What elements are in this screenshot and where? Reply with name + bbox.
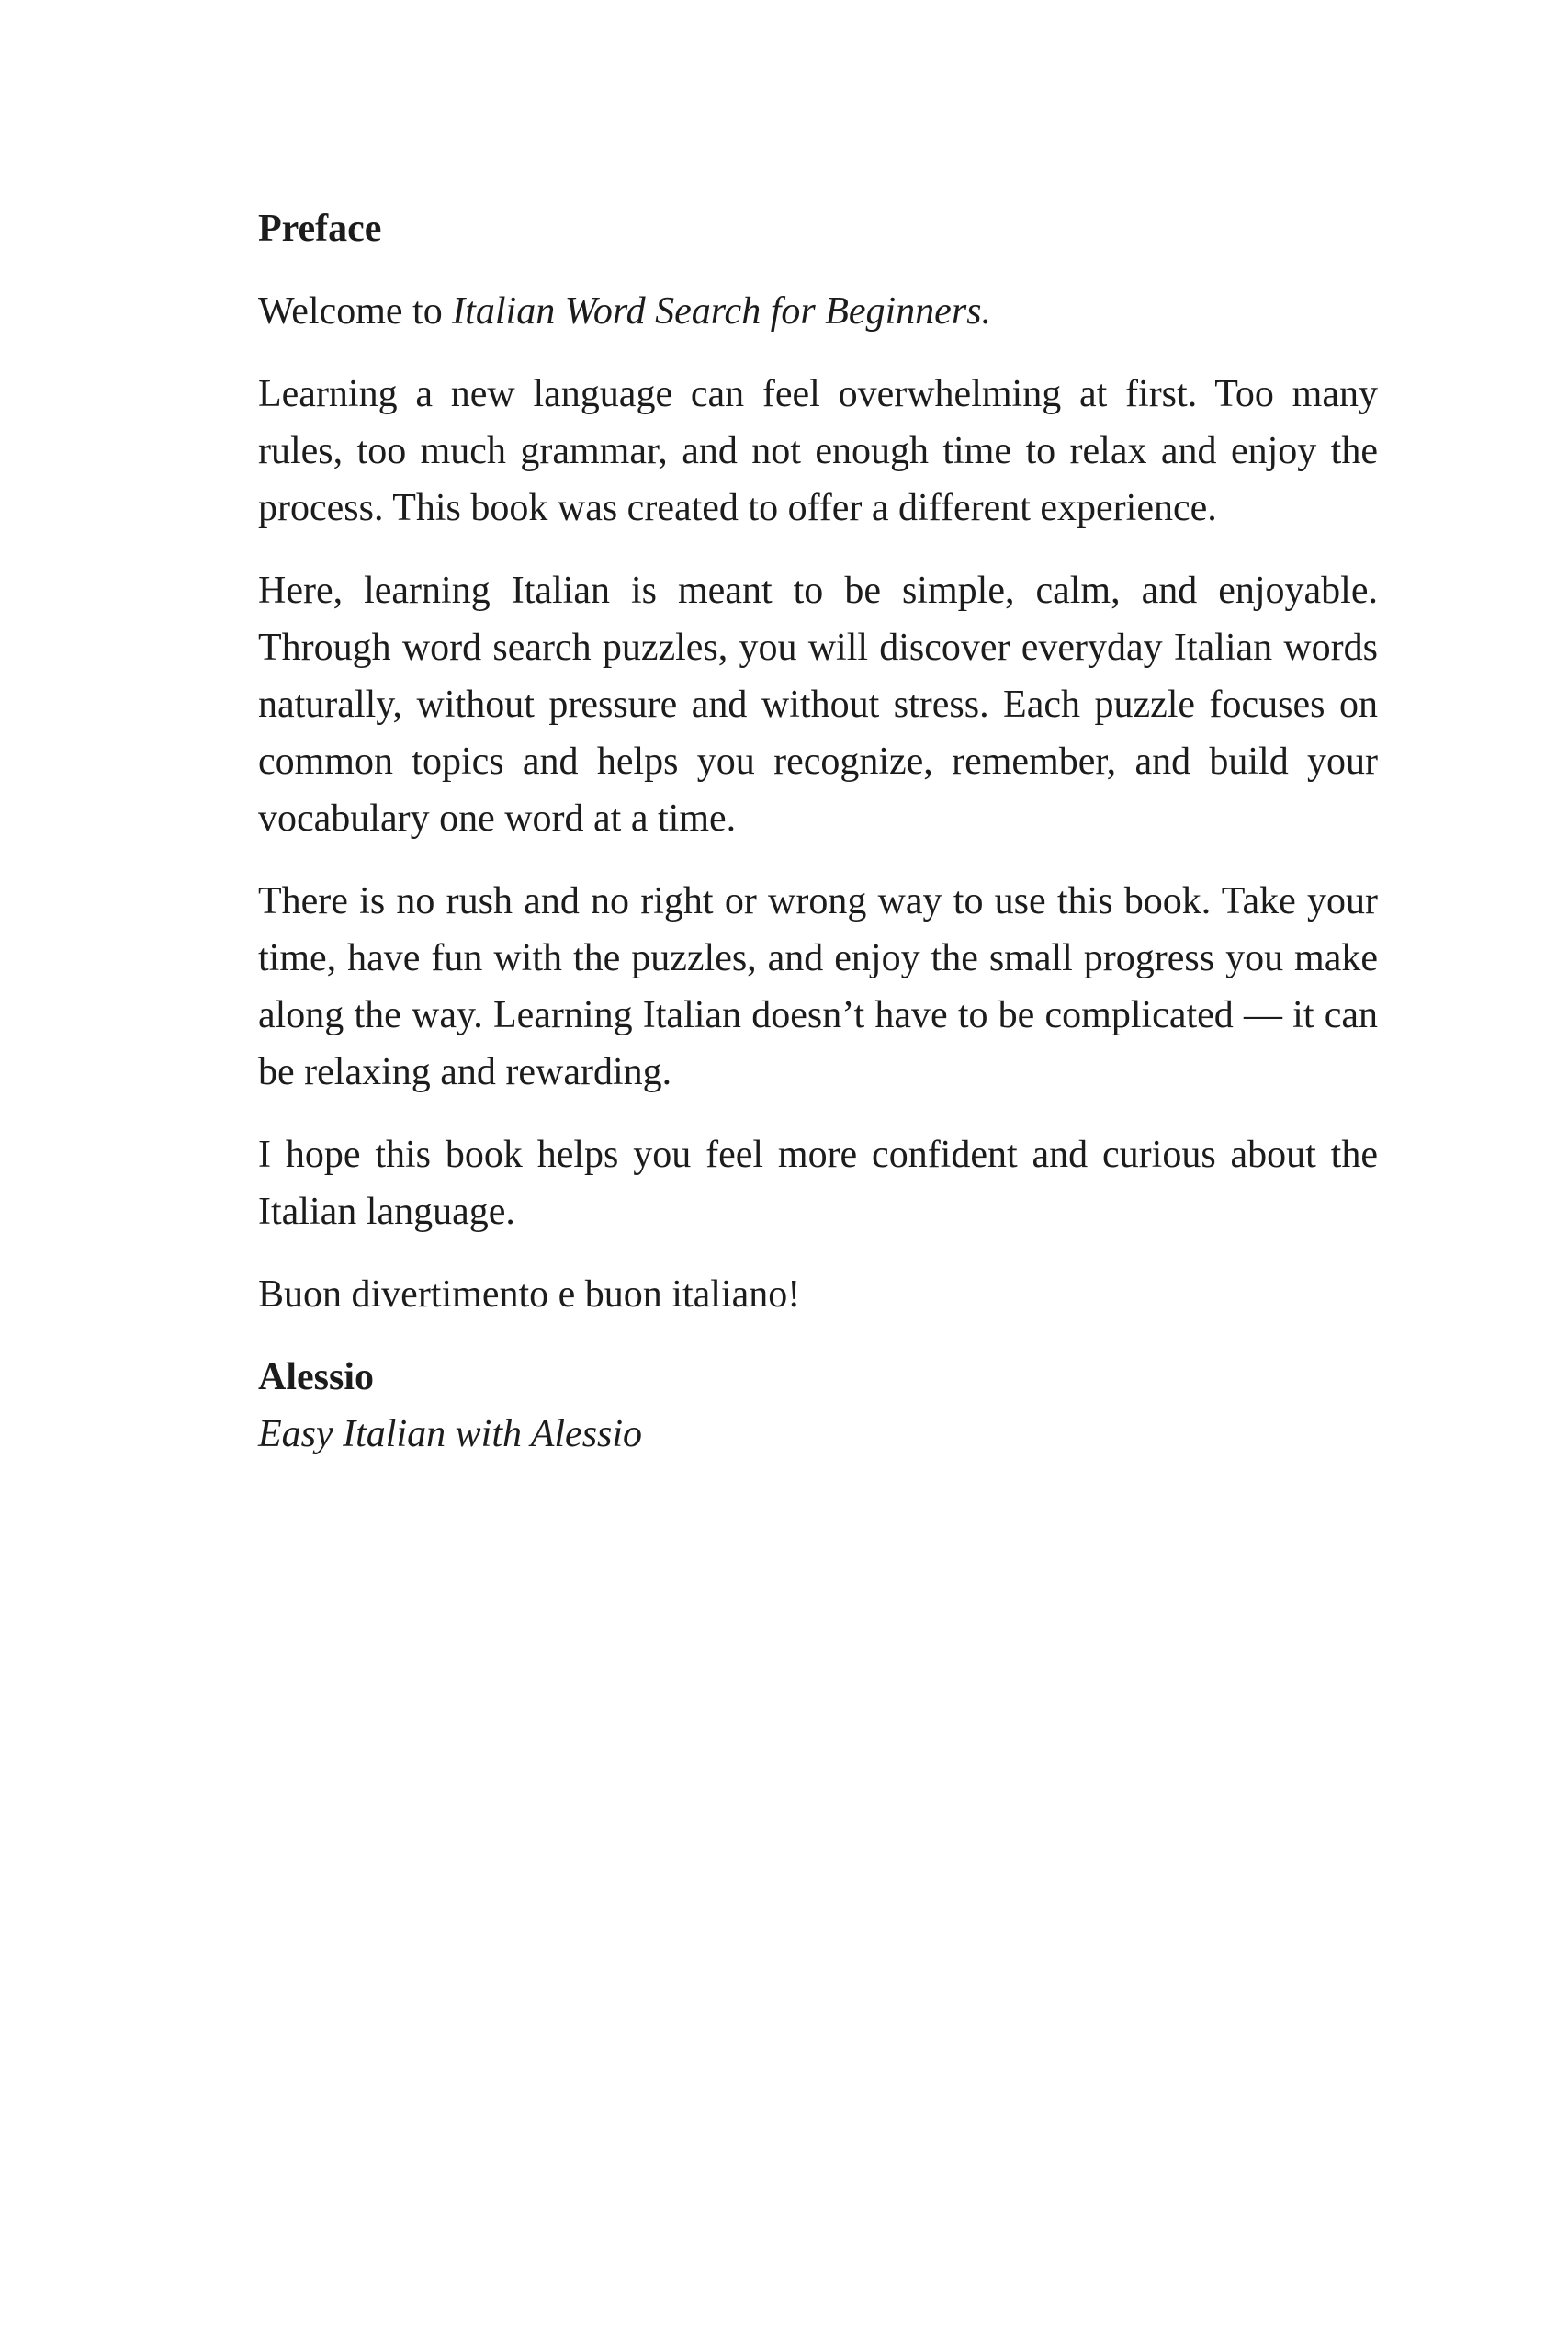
paragraph-3: There is no rush and no right or wrong way to use this book. Take your time, have fun with the puzzles, and enjoy the small progress you make along the way. Learning Italian doesn’t have to be complicated — it can be relaxing and rewarding. [258,880,1378,1093]
welcome-prefix: Welcome to [258,290,453,333]
page-title: Preface [258,208,382,250]
paragraph-2: Here, learning Italian is meant to be simple, calm, and enjoyable. Through word search puzzles, you will discover everyday Italian words naturally, without pressure and without stress. Each puzzle focuses on common topics and helps you recognize, remember, and build your vocabulary one word at a time. [258,570,1378,840]
signature-block [258,1349,1378,1463]
paragraph-5: Buon divertimento e buon italiano! [258,1273,801,1316]
paragraph-1: Learning a new language can feel overwhelming at first. Too many rules, too much grammar, and not enough time to relax and enjoy the process. This book was created to offer a different experience. [258,373,1378,529]
welcome-line [258,283,1378,340]
paragraph-4: I hope this book helps you feel more confident and curious about the Italian language. [258,1134,1378,1233]
author-name: Alessio [258,1356,374,1398]
author-tagline: Easy Italian with Alessio [258,1413,643,1455]
preface-page [258,200,1378,1463]
book-title: Italian Word Search for Beginners. [452,290,992,333]
